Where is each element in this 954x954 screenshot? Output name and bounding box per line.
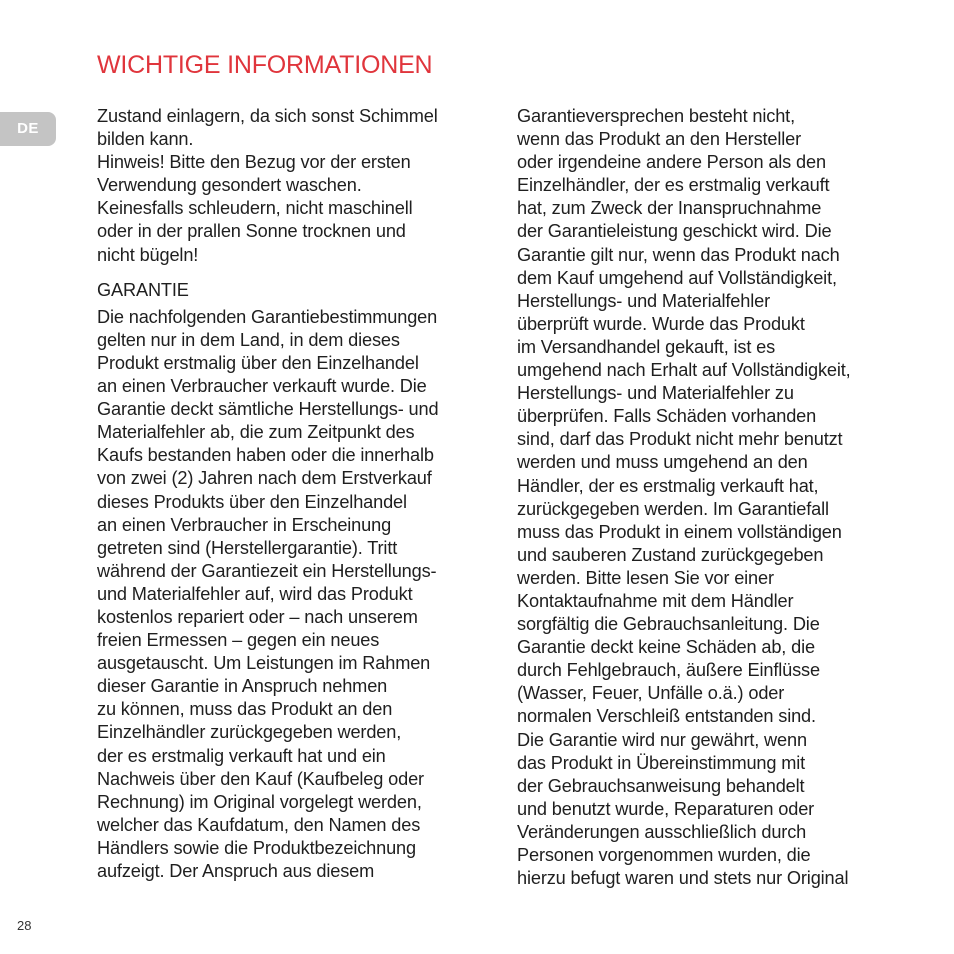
text-line: hierzu befugt waren und stets nur Original [517, 868, 849, 889]
text-line: das Produkt in Übereinstimmung mit [517, 752, 806, 773]
text-line: oder irgendeine andere Person als den [517, 152, 826, 173]
text-line: und benutzt wurde, Reparaturen oder [517, 798, 815, 819]
text-line: Zustand einlagern, da sich sonst Schimmel [97, 106, 438, 126]
warranty-continued-paragraph [517, 105, 897, 890]
text-line: dieses Produkts über den Einzelhandel [97, 491, 407, 512]
text-line: ausgetauscht. Um Leistungen im Rahmen [97, 653, 431, 674]
warranty-paragraph [97, 306, 489, 883]
text-line: überprüfen. Falls Schäden vorhanden [517, 406, 817, 427]
intro-paragraph [97, 105, 489, 267]
text-line: an einen Verbraucher verkauft wurde. Die [97, 376, 427, 397]
text-line: Die nachfolgenden Garantiebestimmungen [97, 306, 438, 327]
text-line: Die Garantie wird nur gewährt, wenn [517, 729, 807, 750]
right-text-column [517, 105, 897, 890]
text-line: Garantie deckt sämtliche Herstellungs- und [97, 399, 439, 420]
text-line: zu können, muss das Produkt an den [97, 699, 393, 720]
text-line: welcher das Kaufdatum, den Namen des [97, 814, 421, 835]
text-line: während der Garantiezeit ein Herstellungs- [97, 560, 437, 581]
text-line: werden und muss umgehend an den [517, 452, 808, 473]
text-line: Händler, der es erstmalig verkauft hat, [517, 475, 819, 496]
text-line: Kontaktaufnahme mit dem Händler [517, 590, 794, 611]
text-line: Garantieversprechen besteht nicht, [517, 106, 795, 126]
text-line: der Gebrauchsanweisung behandelt [517, 775, 805, 796]
text-line: und sauberen Zustand zurückgegeben [517, 544, 824, 565]
text-line: normalen Verschleiß entstanden sind. [517, 706, 816, 727]
text-line: im Versandhandel gekauft, ist es [517, 336, 776, 357]
language-tab: DE [0, 112, 56, 146]
text-line: umgehend nach Erhalt auf Vollständigkeit, [517, 360, 851, 381]
text-line: Personen vorgenommen wurden, die [517, 845, 811, 865]
text-line: überprüft wurde. Wurde das Produkt [517, 313, 805, 334]
text-line: Veränderungen ausschließlich durch [517, 821, 807, 842]
text-line: von zwei (2) Jahren nach dem Erstverkauf [97, 468, 432, 489]
left-text-column [97, 105, 489, 883]
text-line: Verwendung gesondert waschen. [97, 175, 362, 196]
text-line: sind, darf das Produkt nicht mehr benutzt [517, 429, 843, 450]
text-line: Herstellungs- und Materialfehler [517, 290, 770, 311]
text-line: Hinweis! Bitte den Bezug vor der ersten [97, 152, 411, 173]
text-line: und Materialfehler auf, wird das Produkt [97, 583, 413, 604]
text-line: an einen Verbraucher in Erscheinung [97, 514, 392, 535]
text-line: dem Kauf umgehend auf Vollständigkeit, [517, 267, 837, 288]
text-line: wenn das Produkt an den Hersteller [517, 129, 802, 150]
text-line: muss das Produkt in einem vollständigen [517, 521, 842, 542]
text-line: der es erstmalig verkauft hat und ein [97, 745, 386, 766]
page-number: 28 [17, 918, 32, 933]
text-line: hat, zum Zweck der Inanspruchnahme [517, 198, 822, 219]
text-line: der Garantieleistung geschickt wird. Die [517, 221, 832, 242]
section-heading-garantie: GARANTIE [97, 279, 189, 300]
text-line: kostenlos repariert oder – nach unserem [97, 606, 418, 627]
text-line: Nachweis über den Kauf (Kaufbeleg oder [97, 768, 424, 789]
text-line: sorgfältig die Gebrauchsanleitung. Die [517, 614, 820, 635]
text-line: Materialfehler ab, die zum Zeitpunkt des [97, 422, 415, 443]
page-title: WICHTIGE INFORMATIONEN [97, 51, 433, 79]
text-line: zurückgegeben werden. Im Garantiefall [517, 498, 829, 519]
text-line: bilden kann. [97, 129, 194, 150]
text-line: (Wasser, Feuer, Unfälle o.ä.) oder [517, 683, 785, 704]
text-line: dieser Garantie in Anspruch nehmen [97, 676, 388, 697]
text-line: aufzeigt. Der Anspruch aus diesem [97, 861, 375, 881]
text-line: nicht bügeln! [97, 244, 199, 265]
text-line: Rechnung) im Original vorgelegt werden, [97, 791, 422, 812]
text-line: Händlers sowie die Produktbezeichnung [97, 837, 416, 858]
text-line: Garantie deckt keine Schäden ab, die [517, 637, 815, 658]
text-line: Einzelhändler, der es erstmalig verkauft [517, 175, 830, 196]
text-line: Einzelhändler zurückgegeben werden, [97, 722, 402, 743]
text-line: durch Fehlgebrauch, äußere Einflüsse [517, 660, 820, 681]
text-line: Keinesfalls schleudern, nicht maschinell [97, 198, 413, 219]
text-line: getreten sind (Herstellergarantie). Tritt [97, 537, 398, 558]
text-line: freien Ermessen – gegen ein neues [97, 630, 380, 651]
text-line: Kaufs bestanden haben oder die innerhalb [97, 445, 434, 466]
text-line: Herstellungs- und Materialfehler zu [517, 383, 794, 404]
text-line: oder in der prallen Sonne trocknen und [97, 221, 406, 242]
text-line: gelten nur in dem Land, in dem dieses [97, 329, 400, 350]
text-line: Garantie gilt nur, wenn das Produkt nach [517, 244, 840, 265]
text-line: werden. Bitte lesen Sie vor einer [517, 567, 774, 588]
text-line: Produkt erstmalig über den Einzelhandel [97, 352, 419, 373]
